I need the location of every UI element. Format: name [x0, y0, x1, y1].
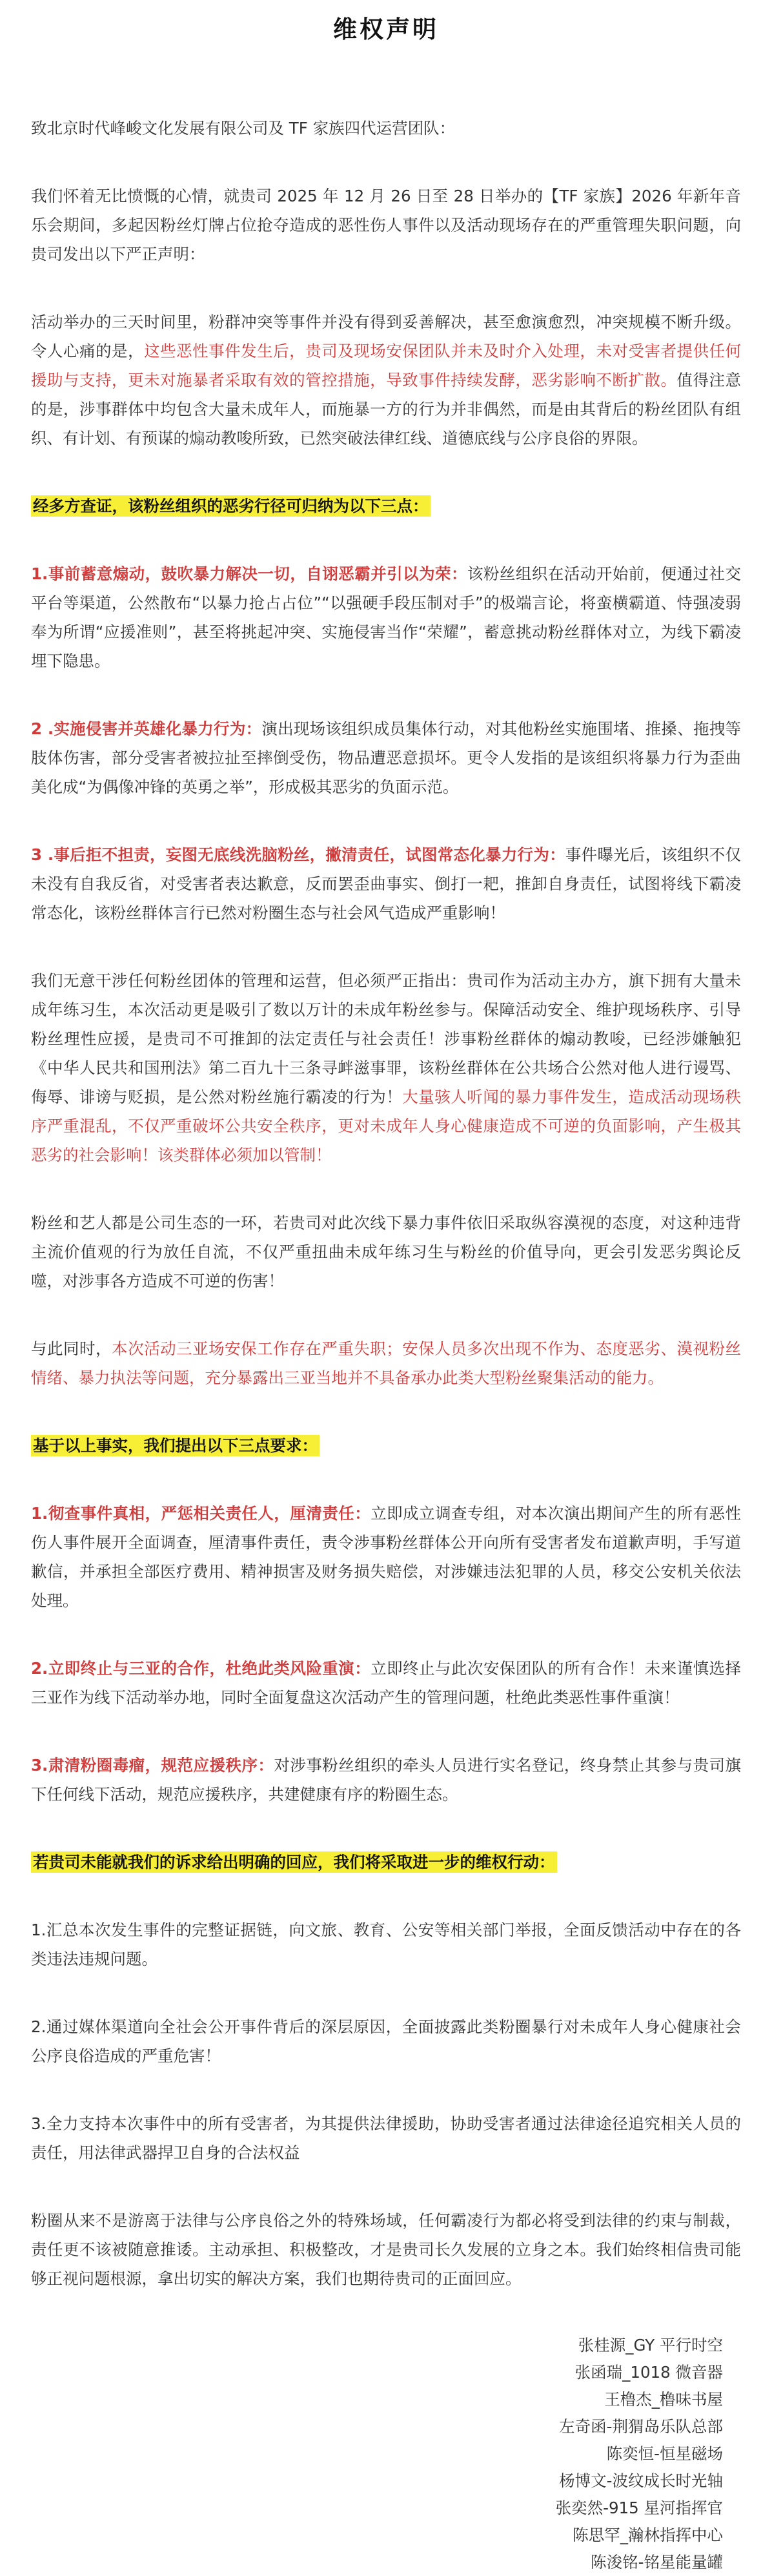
salutation: 致北京时代峰峻文化发展有限公司及 TF 家族四代运营团队：: [31, 119, 456, 138]
point-3-body: 事件曝光后，该组织不仅未没有自我反省，对受害者表达歉意，反而罢歪曲事实、倒打一耙，推卸自身责任，试图将线下霸凌常态化，该粉丝群体言行已然对粉圈生态与社会风气造成严重影响！: [31, 845, 741, 922]
signature: 陈奕恒-恒星磁场: [606, 2444, 723, 2463]
action-2: 2.通过媒体渠道向全社会公开事件背后的深层原因，全面披露此类粉圈暴行对未成年人身心健康社会公序良俗造成的严重危害！: [31, 2017, 741, 2065]
action-3: 3.全力支持本次事件中的所有受害者，为其提供法律援助，协助受害者通过法律途径追究相关人员的责任，用法律武器捍卫自身的合法权益: [31, 2114, 741, 2162]
document-title: 维权声明: [333, 15, 439, 43]
closing-paragraph: 粉圈从来不是游离于法律与公序良俗之外的特殊场域，任何霸凌行为都必将受到法律的约束与制裁，责任更不该被随意推诿。主动承担、积极整改，才是贵司长久发展的立身之本。我们始终相信贵司能够正视问题根源，拿出切实的解决方案，我们也期待贵司的正面回应。: [31, 2211, 741, 2288]
security-red-text: 本次活动三亚场安保工作存在严重失职；安保人员多次出现不作为、态度恶劣、漠视粉丝情绪、暴力执法等问题，充分暴露出三亚当地并不具备承办此类大型粉丝聚集活动的能力。: [31, 1339, 742, 1387]
signature: 王橹杰_橹味书屋: [604, 2390, 723, 2409]
background-text-b: 值得注意的是，涉事群体中均包含大量未成年人，而施暴一方的行为并非偶然，而是由其背后的粉丝团队有组织、有计划、有预谋的煽动教唆所致，已然突破法律红线、道德底线与公序良俗的界限。: [31, 371, 742, 448]
background-red-text: 这些恶性事件发生后，贵司及现场安保团队并未及时介入处理，未对受害者提供任何援助与支持，更未对施暴者采取有效的管控措施，导致事件持续发酵，恶劣影响不断扩散。: [31, 342, 742, 389]
signature: 陈浚铭-铭星能量罐: [591, 2553, 723, 2571]
demand-2: [31, 1654, 741, 1712]
signature: 陈思罕_瀚林指挥中心: [573, 2526, 723, 2544]
signature: 张奕然-915 星河指挥官: [555, 2499, 723, 2517]
point-2: [31, 714, 741, 801]
signature-list: [31, 2332, 741, 2576]
demand-3: [31, 1751, 741, 1809]
signature: 张桂源_GY 平行时空: [578, 2336, 723, 2354]
point-1-lead: 1.事前蓄意煽动，鼓吹暴力解决一切，自诩恶霸并引以为荣：: [31, 564, 467, 583]
demand-2-body: 立即终止与此次安保团队的所有合作！未来谨慎选择三亚作为线下活动举办地，同时全面复盘这次活动产生的管理问题，杜绝此类恶性事件重演！: [31, 1659, 742, 1707]
demand-3-body: 对涉事粉丝组织的牵头人员进行实名登记，终身禁止其参与贵司旗下任何线下活动，规范应援秩序，共建健康有序的粉圈生态。: [31, 1756, 742, 1804]
point-1-body: 该粉丝组织在活动开始前，便通过社交平台等渠道，公然散布“以暴力抢占占位”“以强硬手段压制对手”的极端言论，将蛮横霸道、恃强凌弱奉为所谓“应援准则”，甚至将挑起冲突、实施侵害当作“荣耀”，蓄意挑动粉丝群体对立，为线下霸凌埋下隐患。: [31, 564, 741, 670]
point-1: [31, 559, 741, 675]
demands-heading: [31, 1431, 741, 1460]
signature: 张函瑞_1018 微音器: [574, 2363, 723, 2382]
point-2-body: 演出现场该组织成员集体行动，对其他粉丝实施围堵、推搡、拖拽等肢体伤害，部分受害者被拉扯至摔倒受伤，物品遭恶意损坏。更令人发指的是该组织将暴力行为歪曲美化成“为偶像冲锋的英勇之举”，形成极其恶劣的负面示范。: [31, 719, 741, 796]
demand-1: [31, 1499, 741, 1615]
background-text-a: 活动举办的三天时间里，粉群冲突等事件并没有得到妥善解决，甚至愈演愈烈，冲突规模不断升级。令人心痛的是，: [31, 313, 741, 360]
intro-paragraph: 我们怀着无比愤慨的心情，就贵司 2025 年 12 月 26 日至 28 日举办的【TF 家族】2026 年新年音乐会期间，多起因粉丝灯牌占位抢夺造成的恶性伤人事件以及活动现场存在的严重管理失职问题，向贵司发出以下严正声明：: [31, 187, 741, 263]
point-3-lead: 3 .事后拒不担责，妄图无底线洗脑粉丝，撇清责任，试图常态化暴力行为：: [31, 845, 565, 864]
demand-1-body: 立即成立调查专组，对本次演出期间产生的所有恶性伤人事件展开全面调查，厘清事件责任，责令涉事粉丝群体公开向所有受害者发布道歉声明，手写道歉信，并承担全部医疗费用、精神损害及财务损失赔偿，对涉嫌违法犯罪的人员，移交公安机关依法处理。: [31, 1504, 742, 1610]
summary-heading-highlight: 经多方查证，该粉丝组织的恶劣行径可归纳为以下三点：: [31, 495, 431, 517]
background-paragraph: [31, 307, 741, 453]
demand-2-lead: 2.立即终止与三亚的合作，杜绝此类风险重演：: [31, 1659, 371, 1678]
point-2-lead: 2 .实施侵害并英雄化暴力行为：: [31, 719, 262, 738]
security-paragraph: [31, 1334, 741, 1392]
demand-1-lead: 1.彻查事件真相，严惩相关责任人，厘清责任：: [31, 1504, 371, 1523]
signature: 杨博文-波纹成长时光轴: [559, 2471, 723, 2490]
signature: 左奇函-荆猬岛乐队总部: [559, 2417, 723, 2436]
responsibility-red-text: 大量骇人听闻的暴力事件发生，造成活动现场秩序严重混乱，不仅严重破坏公共安全秩序，更对未成年人身心健康造成不可逆的负面影响，产生极其恶劣的社会影响！该类群体必须加以管制！: [31, 1087, 741, 1164]
demands-heading-highlight: 基于以上事实，我们提出以下三点要求：: [31, 1435, 320, 1456]
ecosystem-paragraph: 粉丝和艺人都是公司生态的一环，若贵司对此次线下暴力事件依旧采取纵容漠视的态度，对这种违背主流价值观的行为放任自流，不仅严重扭曲未成年练习生与粉丝的价值导向，更会引发恶劣舆论反噬，对涉事各方造成不可逆的伤害！: [31, 1213, 741, 1290]
action-1: 1.汇总本次发生事件的完整证据链，向文旅、教育、公安等相关部门举报，全面反馈活动中存在的各类违法违规问题。: [31, 1921, 741, 1968]
further-action-highlight: 若贵司未能就我们的诉求给出明确的回应，我们将采取进一步的维权行动：: [31, 1851, 557, 1873]
further-action-heading: [31, 1848, 741, 1877]
responsibility-text: 我们无意干涉任何粉丝团体的管理和运营，但必须严正指出：贵司作为活动主办方，旗下拥有大量未成年练习生，本次活动更是吸引了数以万计的未成年粉丝参与。保障活动安全、维护现场秩序、引导粉丝理性应援，是贵司不可推卸的法定责任与社会责任！涉事粉丝群体的煽动教唆，已经涉嫌触犯《中华人民共和国刑法》第二百九十三条寻衅滋事罪，该粉丝群体在公共场合公然对他人进行谩骂、侮辱、诽谤与贬损，是公然对粉丝施行霸凌的行为！: [31, 971, 741, 1106]
demand-3-lead: 3.肃清粉圈毒瘤，规范应援秩序：: [31, 1756, 274, 1775]
point-3: [31, 840, 741, 927]
responsibility-paragraph: [31, 966, 741, 1170]
summary-heading: [31, 491, 741, 520]
security-text: 与此同时，: [31, 1339, 112, 1358]
